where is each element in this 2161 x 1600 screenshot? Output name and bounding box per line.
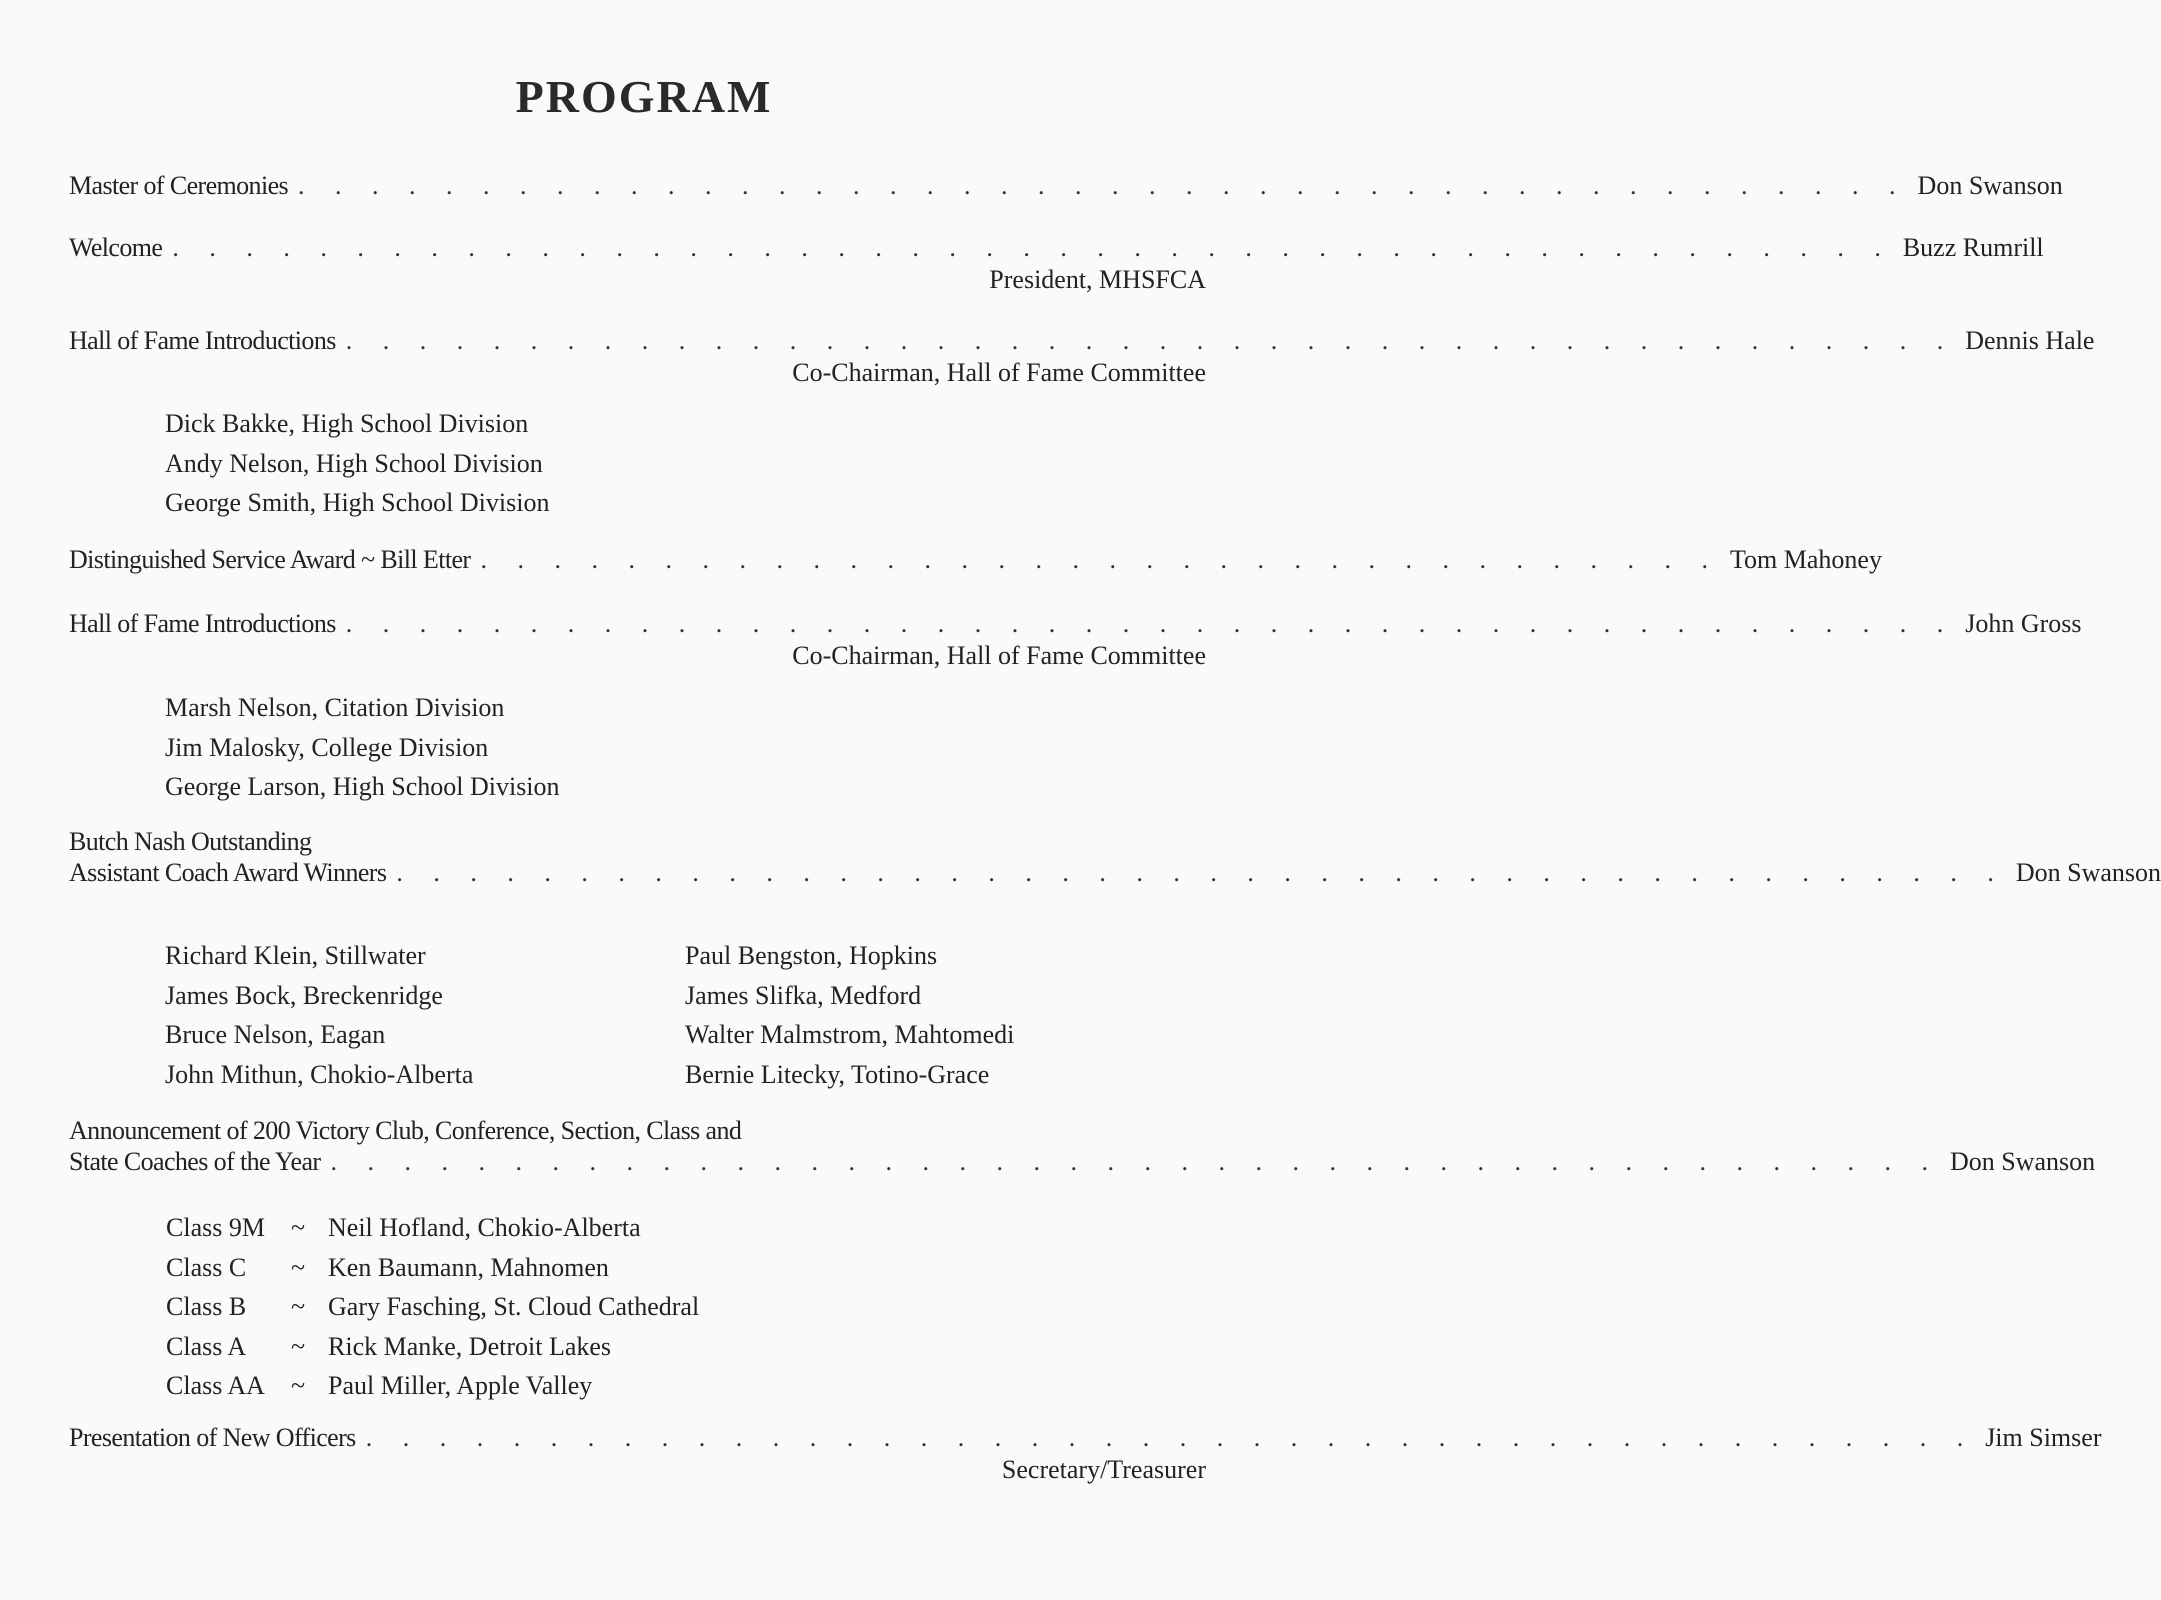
list-item: Bernie Litecky, Totino-Grace: [685, 1059, 990, 1089]
list-item: Andy Nelson, High School Division: [165, 448, 543, 478]
item-label-line1: Butch Nash Outstanding: [69, 827, 312, 856]
list-item: Dick Bakke, High School Division: [165, 409, 529, 438]
inductee-list: [165, 404, 549, 523]
presenter-role: President, MHSFCA: [989, 265, 1206, 294]
item-presenter: Dennis Hale: [1965, 326, 2095, 355]
list-item: Marsh Nelson, Citation Division: [165, 693, 505, 722]
item-label-line1: Announcement of 200 Victory Club, Conference, Section, Class and: [69, 1116, 742, 1145]
item-presenter: Don Swanson: [2015, 858, 2161, 887]
leader-dots: . . . . . . . . . . . . . . . . . . . . . . . . . . . . . . . . . . . . . . . . . . . .: [298, 171, 1908, 200]
list-item: Walter Malmstrom, Mahtomedi: [685, 1020, 1015, 1049]
presenter-role: Secretary/Treasurer: [1001, 1455, 1206, 1484]
winners-list-left: [165, 936, 473, 1094]
leader-dots: . . . . . . . . . . . . . . . . . . . . . . . . . . . . . . . . . . . . . . . . . . . .: [365, 1423, 1976, 1452]
item-label: Welcome: [69, 233, 163, 262]
separator: ~: [291, 1371, 306, 1400]
program-item-master-of-ceremonies: [69, 170, 2063, 202]
item-label: Distinguished Service Award ~ Bill Etter: [69, 545, 471, 574]
list-item: [166, 1248, 699, 1288]
list-item: George Smith, High School Division: [165, 488, 550, 517]
list-item: [166, 1366, 699, 1406]
separator: ~: [291, 1213, 306, 1242]
item-presenter: Don Swanson: [1917, 171, 2063, 200]
list-item: Paul Bengston, Hopkins: [685, 941, 938, 970]
class-name: Class C: [166, 1252, 247, 1282]
program-item-new-officers: [69, 1422, 2102, 1454]
leader-dots: . . . . . . . . . . . . . . . . . . . . . . . . . . . . . . . . . . . . . . . . . . . . . . .: [172, 233, 1893, 262]
list-item: Jim Malosky, College Division: [165, 732, 489, 762]
inductee-list: [165, 688, 560, 807]
item-presenter: Buzz Rumrill: [1902, 233, 2044, 262]
leader-dots: . . . . . . . . . . . . . . . . . . . . . . . . . . . . . . . . . . . . . . . . . . . .: [345, 609, 1956, 638]
class-coach: Ken Baumann, Mahnomen: [328, 1252, 609, 1282]
class-name: Class 9M: [166, 1213, 265, 1242]
program-item-hof-introductions-1: [69, 325, 2095, 357]
list-item: [166, 1327, 699, 1367]
list-item: James Slifka, Medford: [685, 980, 922, 1010]
winners-list-right: [685, 936, 1014, 1094]
item-label: Hall of Fame Introductions: [69, 326, 336, 355]
class-name: Class A: [166, 1331, 247, 1361]
class-coach: Gary Fasching, St. Cloud Cathedral: [328, 1292, 700, 1321]
list-item: [166, 1208, 699, 1248]
class-name: Class AA: [166, 1371, 265, 1400]
list-item: Richard Klein, Stillwater: [165, 941, 426, 970]
leader-dots: . . . . . . . . . . . . . . . . . . . . . . . . . . . . . . . . . .: [480, 545, 1720, 574]
item-presenter: John Gross: [1965, 609, 2082, 638]
leader-dots: . . . . . . . . . . . . . . . . . . . . . . . . . . . . . . . . . . . . . . . . . . . .: [345, 326, 1956, 355]
page-title: PROGRAM: [515, 71, 773, 122]
presenter-role: Co-Chairman, Hall of Fame Committee: [792, 358, 1206, 387]
item-label: Hall of Fame Introductions: [69, 609, 336, 638]
item-presenter: Don Swanson: [1949, 1147, 2096, 1176]
list-item: John Mithun, Chokio-Alberta: [165, 1059, 474, 1089]
presenter-role: Co-Chairman, Hall of Fame Committee: [792, 641, 1206, 670]
item-label: Master of Ceremonies: [69, 171, 289, 200]
separator: ~: [291, 1252, 306, 1282]
program-item-welcome: [69, 232, 2044, 264]
list-item: [166, 1287, 699, 1327]
list-item: James Bock, Breckenridge: [165, 980, 443, 1010]
class-coach: Neil Hofland, Chokio-Alberta: [328, 1213, 641, 1242]
program-item-butch-nash-award: [69, 857, 2161, 889]
class-winners-list: [166, 1208, 699, 1406]
item-label: Presentation of New Officers: [69, 1423, 356, 1452]
separator: ~: [291, 1292, 306, 1321]
separator: ~: [291, 1331, 306, 1361]
class-coach: Rick Manke, Detroit Lakes: [328, 1331, 612, 1361]
item-presenter: Tom Mahoney: [1729, 545, 1882, 574]
leader-dots: . . . . . . . . . . . . . . . . . . . . . . . . . . . . . . . . . . . . . . . . . . . .: [330, 1147, 1940, 1176]
list-item: Bruce Nelson, Eagan: [165, 1020, 386, 1049]
program-item-coaches-of-the-year: [69, 1146, 2096, 1178]
program-item-distinguished-service-award: [69, 544, 1882, 576]
list-item: George Larson, High School Division: [165, 772, 560, 801]
item-presenter: Jim Simser: [1985, 1423, 2102, 1452]
item-label: Assistant Coach Award Winners: [69, 858, 387, 887]
program-item-hof-introductions-2: [69, 608, 2082, 640]
item-label: State Coaches of the Year: [69, 1147, 321, 1176]
class-coach: Paul Miller, Apple Valley: [328, 1371, 593, 1400]
class-name: Class B: [166, 1292, 247, 1321]
leader-dots: . . . . . . . . . . . . . . . . . . . . . . . . . . . . . . . . . . . . . . . . . . . .: [396, 858, 2006, 887]
